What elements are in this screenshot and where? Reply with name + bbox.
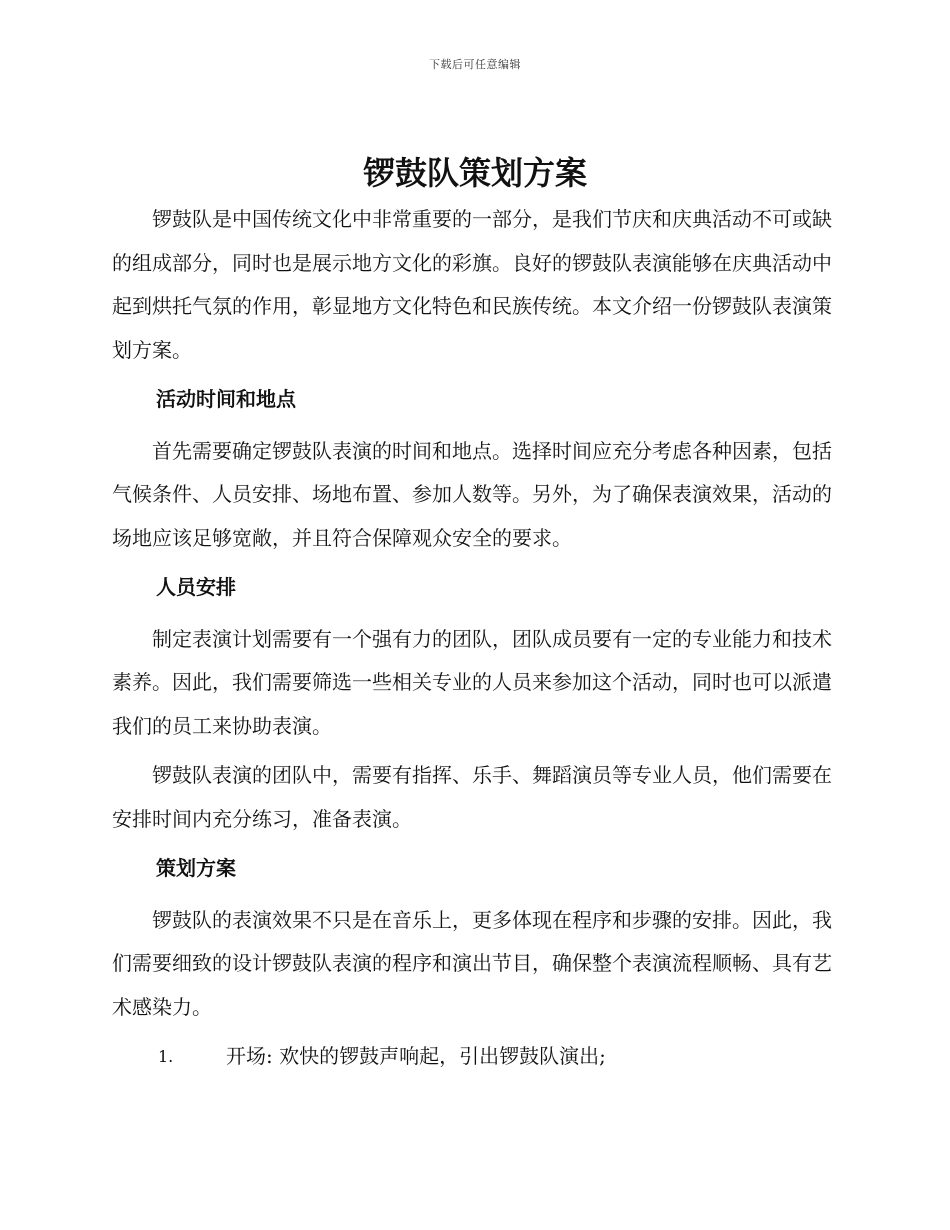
section-heading-plan: 策划方案 <box>156 856 236 880</box>
document-title: 锣鼓队策划方案 <box>362 154 587 192</box>
intro-paragraph: 锣鼓队是中国传统文化中非常重要的一部分，是我们节庆和庆典活动不可或缺的组成部分，同时也是展示地方文化的彩旗。良好的锣鼓队表演能够在庆典活动中起到烘托气氛的作用，彰显地方文化特色和民族传统。本文介绍一份锣鼓队表演策划方案。 <box>112 207 832 362</box>
list-item-text: 开场: 欢快的锣鼓声响起，引出锣鼓队演出; <box>226 1044 606 1068</box>
section-paragraph: 制定表演计划需要有一个强有力的团队，团队成员要有一定的专业能力和技术素养。因此，我们需要筛选一些相关专业的人员来参加这个活动，同时也可以派遣我们的员工来协助表演。 <box>112 626 832 738</box>
section-paragraph: 首先需要确定锣鼓队表演的时间和地点。选择时间应充分考虑各种因素，包括气候条件、人员安排、场地布置、参加人数等。另外，为了确保表演效果，活动的场地应该足够宽敞，并且符合保障观众安全的要求。 <box>112 438 832 550</box>
section-paragraph: 锣鼓队表演的团队中，需要有指挥、乐手、舞蹈演员等专业人员，他们需要在安排时间内充分练习，准备表演。 <box>112 763 832 831</box>
section-heading-time-location: 活动时间和地点 <box>156 387 296 411</box>
header-note: 下载后可任意编辑 <box>429 58 521 71</box>
document-body <box>112 198 832 1079</box>
list-item <box>158 1035 832 1079</box>
section-heading-staffing: 人员安排 <box>156 575 236 599</box>
list-item-number: 1. <box>158 1047 174 1066</box>
section-paragraph: 锣鼓队的表演效果不只是在音乐上，更多体现在程序和步骤的安排。因此，我们需要细致的设计锣鼓队表演的程序和演出节目，确保整个表演流程顺畅、具有艺术感染力。 <box>112 907 832 1019</box>
